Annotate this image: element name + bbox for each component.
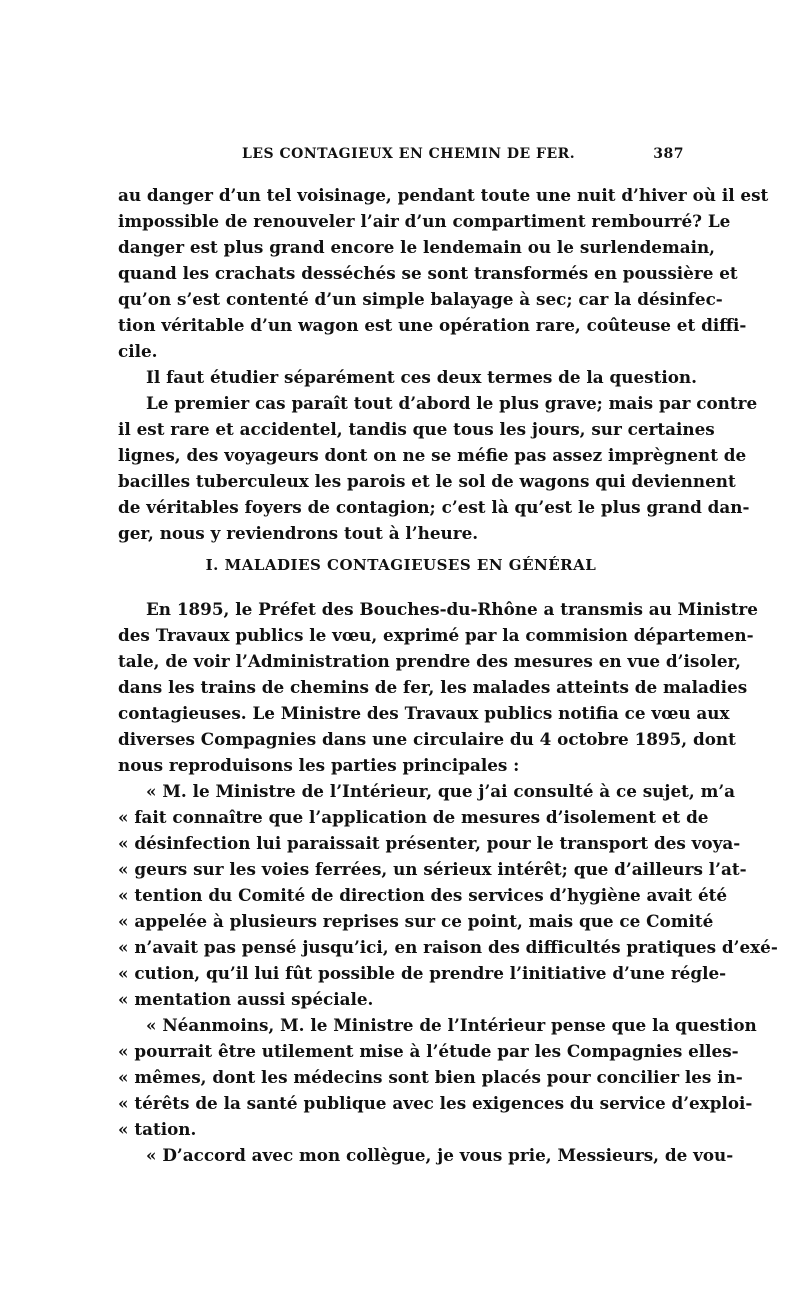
text-line: danger est plus grand encore le lendemain ou le surlendemain, xyxy=(118,237,716,257)
text-line: « cution, qu’il lui fût possible de prendre l’initiative d’une régle- xyxy=(118,963,727,983)
text-line: « mêmes, dont les médecins sont bien placés pour concilier les in- xyxy=(118,1067,743,1087)
text-line: tale, de voir l’Administration prendre des mesures en vue d’isoler, xyxy=(118,651,742,671)
page-number: 387 xyxy=(653,146,684,162)
quote-paragraph xyxy=(118,778,778,1012)
lower-text-block xyxy=(118,596,778,1168)
text-line: au danger d’un tel voisinage, pendant toute une nuit d’hiver où il est xyxy=(118,185,769,205)
text-line: lignes, des voyageurs dont on ne se méfie pas assez imprègnent de xyxy=(118,445,747,465)
text-line: « pourrait être utilement mise à l’étude par les Compagnies elles- xyxy=(118,1041,739,1061)
text-line: Il faut étudier séparément ces deux termes de la question. xyxy=(146,367,697,387)
text-line: il est rare et accidentel, tandis que tous les jours, sur certaines xyxy=(118,419,715,439)
text-line: de véritables foyers de contagion; c’est là qu’est le plus grand dan- xyxy=(118,497,750,517)
text-line: impossible de renouveler l’air d’un compartiment rembourré? Le xyxy=(118,211,731,231)
text-line: « M. le Ministre de l’Intérieur, que j’ai consulté à ce sujet, m’a xyxy=(146,781,736,801)
text-line: bacilles tuberculeux les parois et le sol de wagons qui deviennent xyxy=(118,471,736,491)
text-line: « geurs sur les voies ferrées, un sérieux intérêt; que d’ailleurs l’at- xyxy=(118,859,747,879)
running-header xyxy=(118,146,684,172)
running-title: LES CONTAGIEUX EN CHEMIN DE FER. xyxy=(242,146,576,162)
text-line: « Néanmoins, M. le Ministre de l’Intérieur pense que la question xyxy=(146,1015,757,1035)
text-line: nous reproduisons les parties principales : xyxy=(118,755,520,775)
text-line: « térêts de la santé publique avec les exigences du service d’exploi- xyxy=(118,1093,753,1113)
text-line: « fait connaître que l’application de mesures d’isolement et de xyxy=(118,807,709,827)
quote-paragraph xyxy=(118,1142,734,1168)
upper-text-block xyxy=(118,182,769,546)
text-line: cile. xyxy=(118,341,158,361)
text-line: Le premier cas paraît tout d’abord le plus grave; mais par contre xyxy=(146,393,758,413)
text-line: « appelée à plusieurs reprises sur ce point, mais que ce Comité xyxy=(118,911,714,931)
paragraph xyxy=(118,364,697,390)
quote-paragraph xyxy=(118,1012,757,1142)
text-line: « tation. xyxy=(118,1119,197,1139)
text-line: des Travaux publics le vœu, exprimé par la commision départemen- xyxy=(118,625,754,645)
text-line: tion véritable d’un wagon est une opération rare, coûteuse et diffi- xyxy=(118,315,747,335)
text-line: quand les crachats desséchés se sont transformés en poussière et xyxy=(118,263,738,283)
text-line: qu’on s’est contenté d’un simple balayage à sec; car la désinfec- xyxy=(118,289,723,309)
text-line: diverses Compagnies dans une circulaire du 4 octobre 1895, dont xyxy=(118,729,736,749)
paragraph xyxy=(118,182,769,364)
text-line: dans les trains de chemins de fer, les malades atteints de maladies xyxy=(118,677,748,697)
paragraph xyxy=(118,390,758,546)
text-line: « désinfection lui paraissait présenter, pour le transport des voya- xyxy=(118,833,741,853)
text-line: « mentation aussi spéciale. xyxy=(118,989,374,1009)
text-line: « n’avait pas pensé jusqu’ici, en raison des difficultés pratiques d’exé- xyxy=(118,937,778,957)
text-line: « tention du Comité de direction des services d’hygiène avait été xyxy=(118,885,728,905)
text-line: « D’accord avec mon collègue, je vous prie, Messieurs, de vou- xyxy=(146,1145,734,1165)
text-line: contagieuses. Le Ministre des Travaux publics notifia ce vœu aux xyxy=(118,703,730,723)
section-heading: I. MALADIES CONTAGIEUSES EN GÉNÉRAL xyxy=(205,556,597,574)
text-line: ger, nous y reviendrons tout à l’heure. xyxy=(118,523,479,543)
text-line: En 1895, le Préfet des Bouches-du-Rhône a transmis au Ministre xyxy=(146,599,758,619)
paragraph xyxy=(118,596,758,778)
